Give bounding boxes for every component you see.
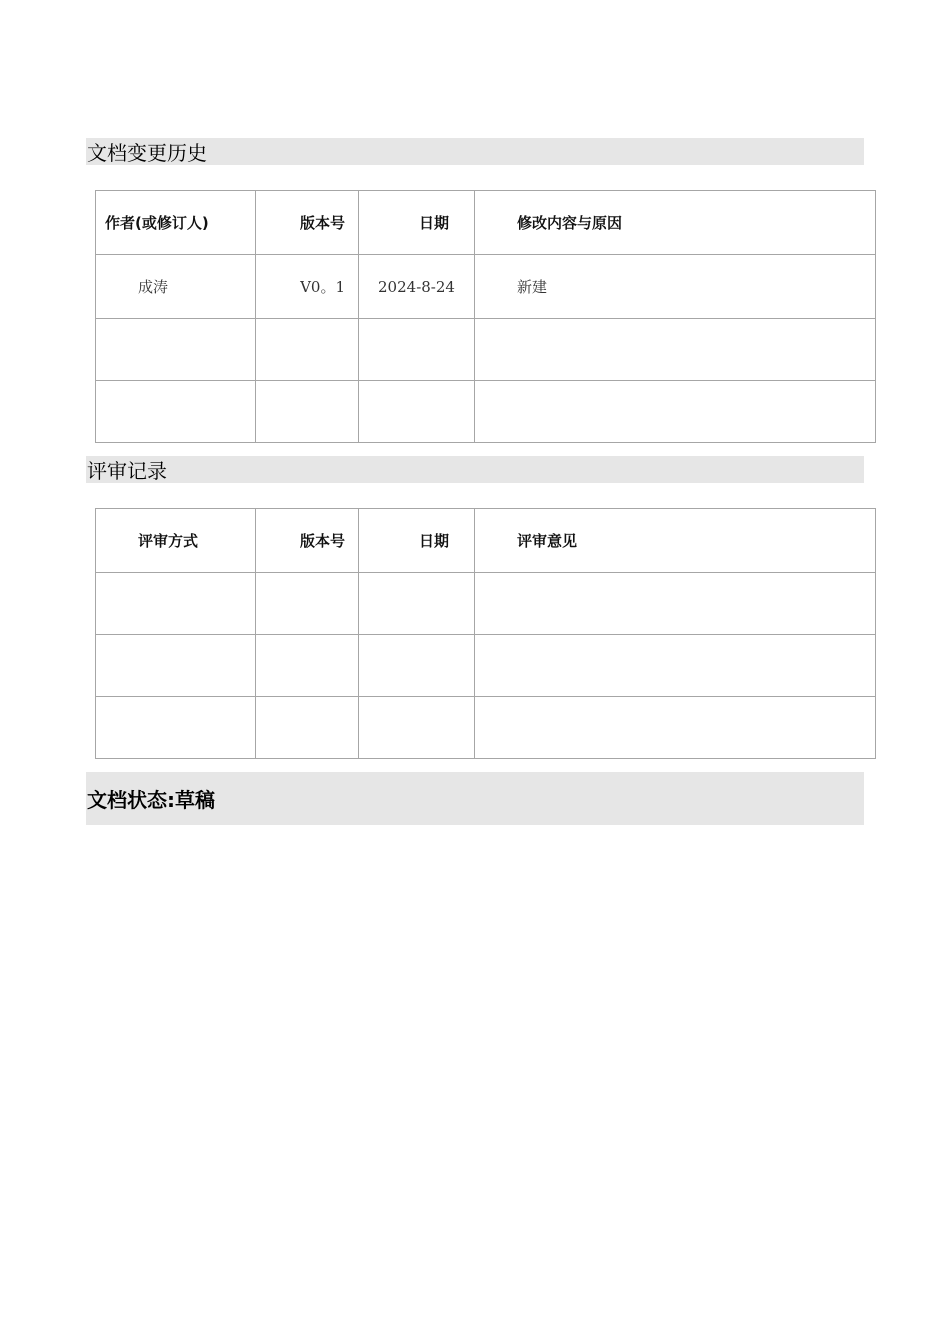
cell-author xyxy=(96,381,256,443)
cell-review-method xyxy=(96,573,256,635)
table-header-row xyxy=(96,509,876,573)
cell-date: 2024-8-24 xyxy=(359,255,475,319)
cell-author: 成涛 xyxy=(96,255,256,319)
cell-change-content xyxy=(475,319,876,381)
table-row xyxy=(96,635,876,697)
cell-version xyxy=(256,635,359,697)
cell-version xyxy=(256,697,359,759)
cell-review-method xyxy=(96,697,256,759)
header-version: 版本号 xyxy=(256,509,359,573)
table-row xyxy=(96,381,876,443)
header-date: 日期 xyxy=(359,509,475,573)
table-row xyxy=(96,319,876,381)
cell-author xyxy=(96,319,256,381)
cell-change-content: 新建 xyxy=(475,255,876,319)
cell-date xyxy=(359,381,475,443)
header-change-content: 修改内容与原因 xyxy=(475,191,876,255)
cell-date xyxy=(359,573,475,635)
review-record-table xyxy=(95,508,876,759)
cell-date xyxy=(359,697,475,759)
table-header-row xyxy=(96,191,876,255)
cell-date xyxy=(359,635,475,697)
cell-date xyxy=(359,319,475,381)
document-status: 文档状态:草稿 xyxy=(86,772,864,825)
cell-review-opinion xyxy=(475,635,876,697)
history-section-title: 文档变更历史 xyxy=(86,138,864,165)
header-review-method: 评审方式 xyxy=(96,509,256,573)
cell-change-content xyxy=(475,381,876,443)
table-row xyxy=(96,573,876,635)
cell-version: V0。1 xyxy=(256,255,359,319)
review-section-title: 评审记录 xyxy=(86,456,864,483)
header-date: 日期 xyxy=(359,191,475,255)
header-review-opinion: 评审意见 xyxy=(475,509,876,573)
cell-version xyxy=(256,573,359,635)
cell-review-opinion xyxy=(475,573,876,635)
cell-review-method xyxy=(96,635,256,697)
table-row xyxy=(96,255,876,319)
table-row xyxy=(96,697,876,759)
cell-version xyxy=(256,381,359,443)
header-author: 作者(或修订人) xyxy=(96,191,256,255)
cell-review-opinion xyxy=(475,697,876,759)
change-history-table xyxy=(95,190,876,443)
header-version: 版本号 xyxy=(256,191,359,255)
cell-version xyxy=(256,319,359,381)
